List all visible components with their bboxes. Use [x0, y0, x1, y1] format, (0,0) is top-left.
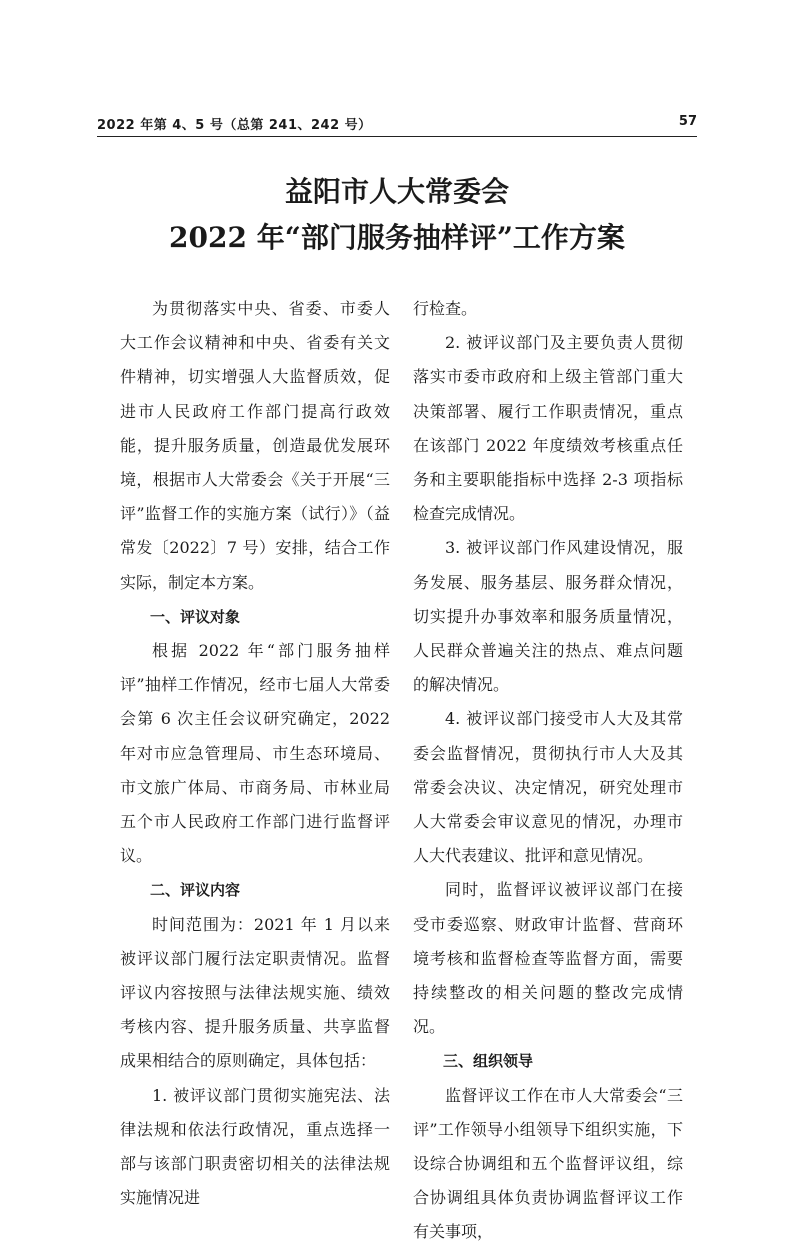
- paragraph-time-range: 时间范围为：2021 年 1 月以来被评议部门履行法定职责情况。监督评议内容按照与法律法规实施、绩效考核内容、提升服务质量、共享监督成果相结合的原则确定，具体包括：: [120, 914, 390, 1071]
- page-number: 57: [678, 114, 697, 129]
- paragraph-rectification: 同时，监督评议被评议部门在接受市委巡察、财政审计监督、营商环境考核和监督检查等监督方面，需要持续整改的相关问题的整改完成情况。: [413, 880, 683, 1037]
- paragraph-item-4: 4. 被评议部门接受市人大及其常委会监督情况，贯彻执行市人大及其常委会决议、决定情况，研究处理市人大常委会审议意见的情况，办理市人大代表建议、批评和意见情况。: [413, 709, 683, 866]
- paragraph-item-1-continued: 行检查。: [413, 299, 478, 318]
- left-column: [120, 292, 390, 1215]
- paragraph-organization: 监督评议工作在市人大常委会“三评”工作领导小组领导下组织实施，下设综合协调组和五个监督评议组，综合协调组具体负责协调监督评议工作有关事项，: [413, 1085, 683, 1242]
- header-divider: [97, 136, 697, 137]
- document-title-line-2: 2022 年“部门服务抽样评”工作方案: [169, 221, 625, 254]
- paragraph-targets: 根据 2022 年“部门服务抽样评”抽样工作情况，经市七届人大常委会第 6 次主任会议研究确定，2022 年对市应急管理局、市生态环境局、市文旅广体局、市商务局、市林业局五个市人民政府工作部门进行监督评议。: [120, 641, 390, 866]
- running-header: [97, 114, 697, 136]
- issue-label: 2022 年第 4、5 号（总第 241、242 号）: [97, 118, 372, 133]
- document-title-line-1: 益阳市人大常委会: [284, 175, 509, 208]
- paragraph-item-3: 3. 被评议部门作风建设情况，服务发展、服务基层、服务群众情况，切实提升办事效率和服务质量情况，人民群众普遍关注的热点、难点问题的解决情况。: [413, 538, 683, 695]
- paragraph-intro: 为贯彻落实中央、省委、市委人大工作会议精神和中央、省委有关文件精神，切实增强人大监督质效，促进市人民政府工作部门提高行政效能，提升服务质量，创造最优发展环境，根据市人大常委会《关于开展“三评”监督工作的实施方案（试行）》（益常发〔2022〕7 号）安排，结合工作实际，制定本方案。: [120, 299, 390, 592]
- section-heading-evaluation-targets: 一、评议对象: [150, 607, 241, 626]
- section-heading-organization: 三、组织领导: [443, 1052, 534, 1071]
- paragraph-item-2: 2. 被评议部门及主要负责人贯彻落实市委市政府和上级主管部门重大决策部署、履行工作职责情况，重点在该部门 2022 年度绩效考核重点任务和主要职能指标中选择 2-3 项指标检查完成情况。: [413, 333, 683, 524]
- section-heading-evaluation-content: 二、评议内容: [150, 881, 241, 900]
- paragraph-item-1: 1. 被评议部门贯彻实施宪法、法律法规和依法行政情况，重点选择一部与该部门职责密切相关的法律法规实施情况进: [120, 1085, 390, 1208]
- right-column: [413, 292, 683, 1250]
